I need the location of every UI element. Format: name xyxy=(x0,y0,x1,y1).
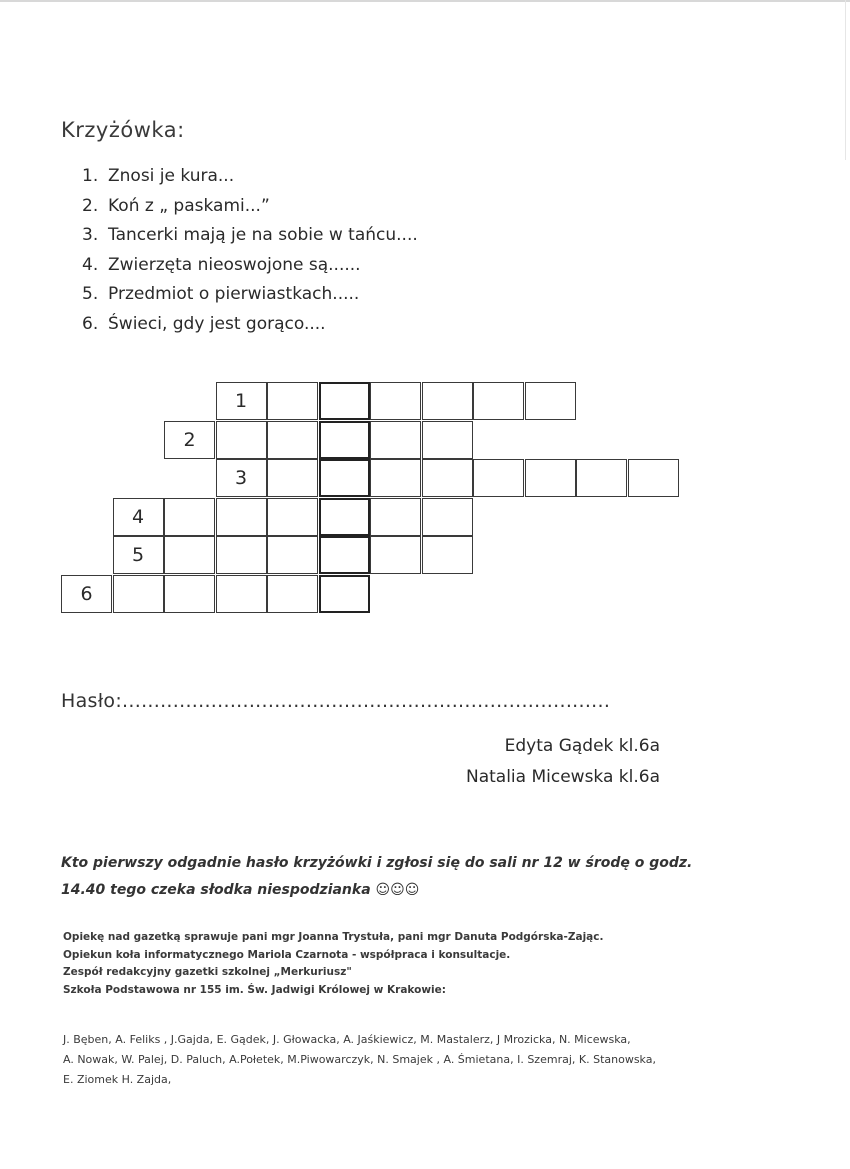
crossword-letter-cell[interactable] xyxy=(422,421,473,459)
crossword-number-cell xyxy=(61,575,112,613)
clue-number: 4. xyxy=(82,254,99,275)
crossword-letter-cell[interactable] xyxy=(628,459,679,497)
crossword-letter-cell[interactable] xyxy=(370,536,421,574)
credit-line: Opiekun koła informatycznego Mariola Czarnota - współpraca i konsultacje. xyxy=(63,948,511,961)
crossword-number-cell xyxy=(113,536,164,574)
credits xyxy=(63,929,603,999)
crossword-row-number: 5 xyxy=(131,544,145,566)
crossword-letter-cell[interactable] xyxy=(422,459,473,497)
crossword-letter-cell[interactable] xyxy=(422,536,473,574)
crossword-letter-cell[interactable] xyxy=(473,382,524,420)
credit-line: Opiekę nad gazetką sprawuje pani mgr Joanna Trystuła, pani mgr Danuta Podgórska-Zając. xyxy=(63,931,604,943)
crossword-solution-cell[interactable] xyxy=(319,382,370,420)
clue-item xyxy=(82,221,418,251)
crossword-letter-cell[interactable] xyxy=(267,575,318,613)
clue-item xyxy=(82,280,418,310)
crossword-letter-cell[interactable] xyxy=(267,459,318,497)
clue-text: Świeci, gdy jest gorąco.... xyxy=(108,313,326,334)
crossword-letter-cell[interactable] xyxy=(422,498,473,536)
crossword-letter-cell[interactable] xyxy=(267,536,318,574)
crossword-number-cell xyxy=(216,382,267,420)
crossword-row-number: 3 xyxy=(234,467,248,489)
crossword-row-number: 4 xyxy=(131,505,145,528)
page-title: Krzyżówka: xyxy=(61,118,185,142)
crossword-row-number: 1 xyxy=(234,390,248,412)
crossword-letter-cell[interactable] xyxy=(216,498,267,536)
scan-edge-top xyxy=(0,0,850,2)
clue-item xyxy=(82,251,418,281)
crossword-letter-cell[interactable] xyxy=(422,382,473,420)
announcement-line: Kto pierwszy odgadnie hasło krzyżówki i zgłosi się do sali nr 12 w środę o godz. xyxy=(61,855,693,871)
clue-text: Koń z „ paskami...” xyxy=(108,195,270,216)
clue-number: 3. xyxy=(82,225,99,245)
clue-number: 2. xyxy=(82,195,99,216)
password-line: Hasło:............................................................................. xyxy=(61,690,611,712)
crossword-number-cell xyxy=(113,498,164,536)
crossword-row-number: 2 xyxy=(183,428,196,451)
crossword-letter-cell[interactable] xyxy=(473,459,524,497)
editorial-team xyxy=(63,1030,763,1090)
clue-text: Znosi je kura... xyxy=(108,166,235,186)
crossword-letter-cell[interactable] xyxy=(164,536,215,574)
clue-number: 5. xyxy=(82,284,99,304)
credit-line: Zespół redakcyjny gazetki szkolnej „Merkuriusz" xyxy=(63,966,352,978)
author-name: Natalia Micewska kl.6a xyxy=(465,767,660,787)
crossword-letter-cell[interactable] xyxy=(216,575,267,613)
clue-text: Tancerki mają je na sobie w tańcu.... xyxy=(108,225,418,245)
crossword-letter-cell[interactable] xyxy=(370,459,421,497)
crossword-letter-cell[interactable] xyxy=(164,498,215,536)
author-name: Edyta Gądek kl.6a xyxy=(504,736,660,756)
clue-text: Przedmiot o pierwiastkach..... xyxy=(108,284,360,304)
clue-item xyxy=(82,192,418,222)
crossword-letter-cell[interactable] xyxy=(113,575,164,613)
crossword-letter-cell[interactable] xyxy=(370,498,421,536)
clue-item xyxy=(82,310,418,340)
clue-text: Zwierzęta nieoswojone są...... xyxy=(108,254,361,275)
crossword-number-cell xyxy=(216,459,267,497)
crossword-solution-cell[interactable] xyxy=(319,575,370,613)
crossword-letter-cell[interactable] xyxy=(370,382,421,420)
authors xyxy=(466,731,660,793)
crossword-letter-cell[interactable] xyxy=(267,498,318,536)
crossword-solution-cell[interactable] xyxy=(319,498,370,536)
crossword-letter-cell[interactable] xyxy=(216,536,267,574)
crossword-letter-cell[interactable] xyxy=(164,575,215,613)
crossword-letter-cell[interactable] xyxy=(576,459,627,497)
crossword-row-number: 6 xyxy=(80,582,93,605)
crossword-number-cell xyxy=(164,421,215,459)
team-line: J. Bęben, A. Feliks , J.Gajda, E. Gądek, J. Głowacka, A. Jaśkiewicz, M. Mastalerz, J Mrozicka, N. Micewska, xyxy=(63,1033,631,1046)
crossword-letter-cell[interactable] xyxy=(267,421,318,459)
crossword-letter-cell[interactable] xyxy=(216,421,267,459)
crossword-letter-cell[interactable] xyxy=(525,382,576,420)
credit-line: Szkoła Podstawowa nr 155 im. Św. Jadwigi Królowej w Krakowie: xyxy=(63,983,446,996)
crossword-letter-cell[interactable] xyxy=(267,382,318,420)
clue-number: 6. xyxy=(82,313,99,334)
crossword-solution-cell[interactable] xyxy=(319,459,370,497)
crossword-solution-cell[interactable] xyxy=(319,536,370,574)
team-line: A. Nowak, W. Palej, D. Paluch, A.Połetek, M.Piwowarczyk, N. Smajek , A. Śmietana, I. Szemraj, K. Stanowska, xyxy=(63,1053,656,1066)
team-line: E. Ziomek H. Zajda, xyxy=(63,1073,172,1086)
announcement-line: 14.40 tego czeka słodka niespodzianka ☺☺☺ xyxy=(61,882,420,898)
crossword-letter-cell[interactable] xyxy=(525,459,576,497)
crossword-solution-cell[interactable] xyxy=(319,421,370,459)
scan-edge-right xyxy=(845,0,846,160)
clue-number: 1. xyxy=(82,166,99,186)
clue-list xyxy=(82,162,418,339)
announcement xyxy=(61,850,741,904)
clue-item xyxy=(82,162,418,192)
crossword-letter-cell[interactable] xyxy=(370,421,421,459)
